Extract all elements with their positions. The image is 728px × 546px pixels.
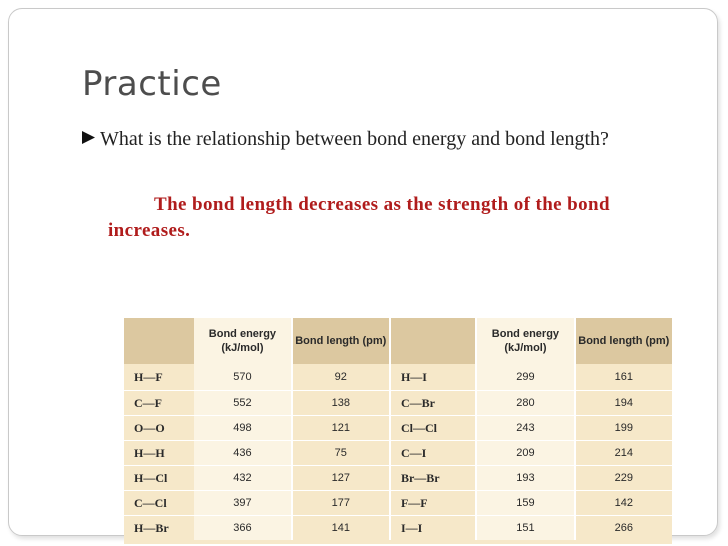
cell-bond-energy-right: 151 — [476, 516, 574, 541]
cell-bond-length-left: 138 — [292, 391, 390, 416]
cell-bond-left: H—Br — [124, 516, 194, 541]
cell-bond-energy-right: 159 — [476, 491, 574, 516]
cell-bond-right: Cl—Cl — [390, 416, 476, 441]
cell-bond-length-left: 75 — [292, 441, 390, 466]
cell-bond-length-right: 194 — [575, 391, 672, 416]
cell-bond-right: C—I — [390, 441, 476, 466]
cell-bond-energy-left: 436 — [194, 441, 291, 466]
cell-bond-right: Br—Br — [390, 466, 476, 491]
cell-bond-energy-left: 366 — [194, 516, 291, 541]
cell-bond-energy-right: 193 — [476, 466, 574, 491]
bullet-text: What is the relationship between bond energy and bond length? — [100, 128, 609, 150]
cell-bond-right: F—F — [390, 491, 476, 516]
cell-bond-energy-left: 498 — [194, 416, 291, 441]
header-bond-energy-left: Bond energy (kJ/mol) — [194, 318, 291, 364]
table-row — [124, 491, 672, 516]
header-bond-length-left: Bond length (pm) — [292, 318, 390, 364]
cell-bond-length-left: 121 — [292, 416, 390, 441]
cell-bond-energy-left: 397 — [194, 491, 291, 516]
cell-bond-energy-left: 432 — [194, 466, 291, 491]
cell-bond-length-left: 177 — [292, 491, 390, 516]
header-bond-left — [124, 318, 194, 364]
cell-bond-right: H—I — [390, 364, 476, 391]
cell-bond-left: H—H — [124, 441, 194, 466]
table-row — [124, 516, 672, 541]
bond-data-table — [124, 318, 672, 544]
bullet-item — [82, 124, 682, 154]
cell-bond-left: C—Cl — [124, 491, 194, 516]
cell-bond-right: I—I — [390, 516, 476, 541]
cell-bond-left: O—O — [124, 416, 194, 441]
cell-bond-left: H—Cl — [124, 466, 194, 491]
cell-bond-length-left: 141 — [292, 516, 390, 541]
header-bond-length-right: Bond length (pm) — [575, 318, 672, 364]
cell-bond-left: H—F — [134, 369, 163, 384]
cell-bond-length-right: 266 — [575, 516, 672, 541]
answer-text: The bond length decreases as the strength of the bond increases. — [108, 194, 610, 241]
cell-bond-length-right: 161 — [575, 364, 672, 391]
header-bond-right — [390, 318, 476, 364]
table-row — [124, 364, 672, 391]
bullet-arrow-icon — [82, 131, 95, 144]
cell-bond-length-right: 199 — [575, 416, 672, 441]
cell-bond-energy-right: 209 — [476, 441, 574, 466]
table-row — [124, 466, 672, 491]
table-row — [124, 391, 672, 416]
cell-bond-energy-left: 570 — [194, 364, 291, 391]
cell-bond-length-left: 127 — [292, 466, 390, 491]
table-header-row — [124, 318, 672, 364]
cell-bond-energy-right: 280 — [476, 391, 574, 416]
cell-bond-length-right: 214 — [575, 441, 672, 466]
cell-bond-length-right: 142 — [575, 491, 672, 516]
cell-bond-length-right: 229 — [575, 466, 672, 491]
cell-bond-length-left: 92 — [292, 364, 390, 391]
header-bond-energy-right: Bond energy (kJ/mol) — [476, 318, 574, 364]
cell-bond-energy-right: 243 — [476, 416, 574, 441]
cell-bond-right: C—Br — [390, 391, 476, 416]
cell-bond-left: C—F — [124, 391, 194, 416]
table-row — [124, 441, 672, 466]
slide-title: Practice — [82, 64, 222, 104]
cell-bond-energy-left: 552 — [194, 391, 291, 416]
table-row — [124, 416, 672, 441]
cell-bond-energy-right: 299 — [476, 364, 574, 391]
